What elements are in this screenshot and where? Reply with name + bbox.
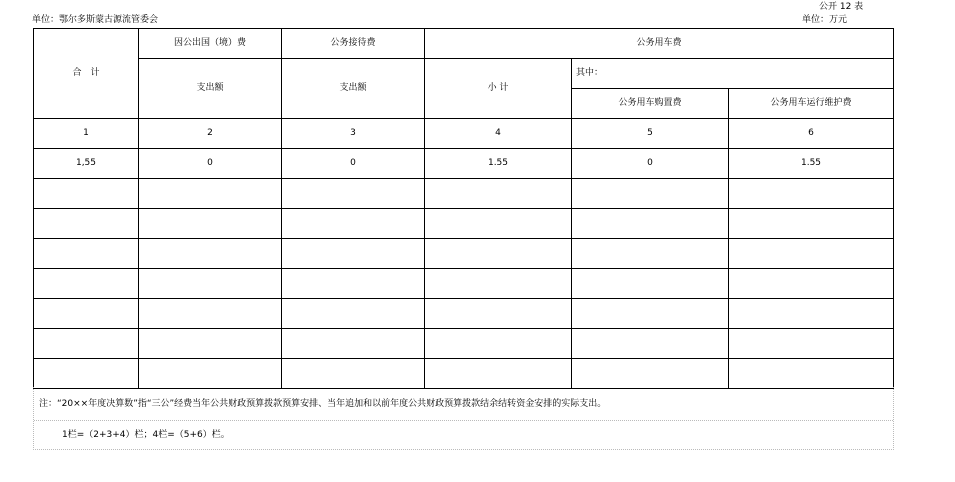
empty-row bbox=[34, 359, 894, 389]
data-row bbox=[34, 149, 894, 179]
header-reception-expenditure: 支出额 bbox=[282, 59, 425, 119]
empty-cell bbox=[34, 359, 139, 389]
empty-cell bbox=[139, 329, 282, 359]
empty-cell bbox=[572, 179, 729, 209]
header-vehicle-operation: 公务用车运行维护费 bbox=[729, 89, 894, 119]
header-vehicle-purchase: 公务用车购置费 bbox=[572, 89, 729, 119]
empty-cell bbox=[729, 269, 894, 299]
empty-cell bbox=[139, 179, 282, 209]
cell-total: 1,55 bbox=[34, 149, 139, 179]
header-of-which: 其中： bbox=[572, 59, 894, 89]
empty-cell bbox=[282, 239, 425, 269]
empty-cell bbox=[282, 269, 425, 299]
empty-cell bbox=[425, 179, 572, 209]
column-number: 5 bbox=[572, 119, 729, 149]
empty-cell bbox=[34, 179, 139, 209]
header-row-1 bbox=[34, 29, 894, 59]
header-abroad-expenditure: 支出额 bbox=[139, 59, 282, 119]
three-public-expenses-table bbox=[33, 28, 894, 389]
empty-cell bbox=[425, 329, 572, 359]
empty-cell bbox=[729, 239, 894, 269]
empty-cell bbox=[572, 239, 729, 269]
empty-cell bbox=[34, 299, 139, 329]
header-reception: 公务接待费 bbox=[282, 29, 425, 59]
empty-cell bbox=[425, 299, 572, 329]
empty-cell bbox=[729, 179, 894, 209]
empty-cell bbox=[282, 209, 425, 239]
empty-cell bbox=[34, 269, 139, 299]
header-total: 合 计 bbox=[34, 29, 139, 119]
empty-cell bbox=[282, 329, 425, 359]
note-formula: 1栏=（2+3+4）栏；4栏=（5+6）栏。 bbox=[62, 430, 230, 440]
unit-currency: 单位：万元 bbox=[802, 15, 848, 25]
empty-cell bbox=[572, 299, 729, 329]
empty-cell bbox=[139, 359, 282, 389]
note-definition: 注：“20××年度决算数”指“三公”经费当年公共财政预算拨款预算安排、当年追加和以前年度公共财政预算拨款结余结转资金安排的实际支出。 bbox=[39, 399, 607, 409]
empty-row bbox=[34, 329, 894, 359]
notes-box bbox=[33, 387, 894, 450]
cell-abroad: 0 bbox=[139, 149, 282, 179]
empty-row bbox=[34, 239, 894, 269]
empty-row bbox=[34, 179, 894, 209]
empty-cell bbox=[425, 209, 572, 239]
column-number: 1 bbox=[34, 119, 139, 149]
cell-vehicle-purchase: 0 bbox=[572, 149, 729, 179]
cell-reception: 0 bbox=[282, 149, 425, 179]
cell-vehicle-subtotal: 1.55 bbox=[425, 149, 572, 179]
empty-cell bbox=[572, 209, 729, 239]
header-abroad: 因公出国（境）费 bbox=[139, 29, 282, 59]
column-number: 6 bbox=[729, 119, 894, 149]
header-row-2 bbox=[34, 59, 894, 89]
unit-organization: 单位：鄂尔多斯蒙古源流管委会 bbox=[32, 15, 159, 25]
header-vehicle: 公务用车费 bbox=[425, 29, 894, 59]
empty-cell bbox=[729, 209, 894, 239]
empty-cell bbox=[139, 239, 282, 269]
empty-cell bbox=[572, 269, 729, 299]
empty-cell bbox=[34, 209, 139, 239]
empty-cell bbox=[139, 299, 282, 329]
empty-cell bbox=[282, 299, 425, 329]
empty-row bbox=[34, 299, 894, 329]
column-number: 3 bbox=[282, 119, 425, 149]
empty-row bbox=[34, 269, 894, 299]
note-divider bbox=[34, 420, 893, 421]
empty-cell bbox=[139, 269, 282, 299]
empty-cell bbox=[425, 359, 572, 389]
column-number-row bbox=[34, 119, 894, 149]
empty-row bbox=[34, 209, 894, 239]
empty-cell bbox=[282, 179, 425, 209]
empty-cell bbox=[139, 209, 282, 239]
empty-cell bbox=[282, 359, 425, 389]
empty-cell bbox=[34, 329, 139, 359]
empty-cell bbox=[425, 239, 572, 269]
empty-cell bbox=[729, 329, 894, 359]
header-vehicle-subtotal: 小 计 bbox=[425, 59, 572, 119]
empty-cell bbox=[34, 239, 139, 269]
empty-cell bbox=[572, 329, 729, 359]
empty-cell bbox=[572, 359, 729, 389]
cell-vehicle-operation: 1.55 bbox=[729, 149, 894, 179]
empty-cell bbox=[729, 299, 894, 329]
empty-cell bbox=[729, 359, 894, 389]
column-number: 2 bbox=[139, 119, 282, 149]
form-code: 公开 12 表 bbox=[819, 2, 864, 12]
column-number: 4 bbox=[425, 119, 572, 149]
empty-cell bbox=[425, 269, 572, 299]
